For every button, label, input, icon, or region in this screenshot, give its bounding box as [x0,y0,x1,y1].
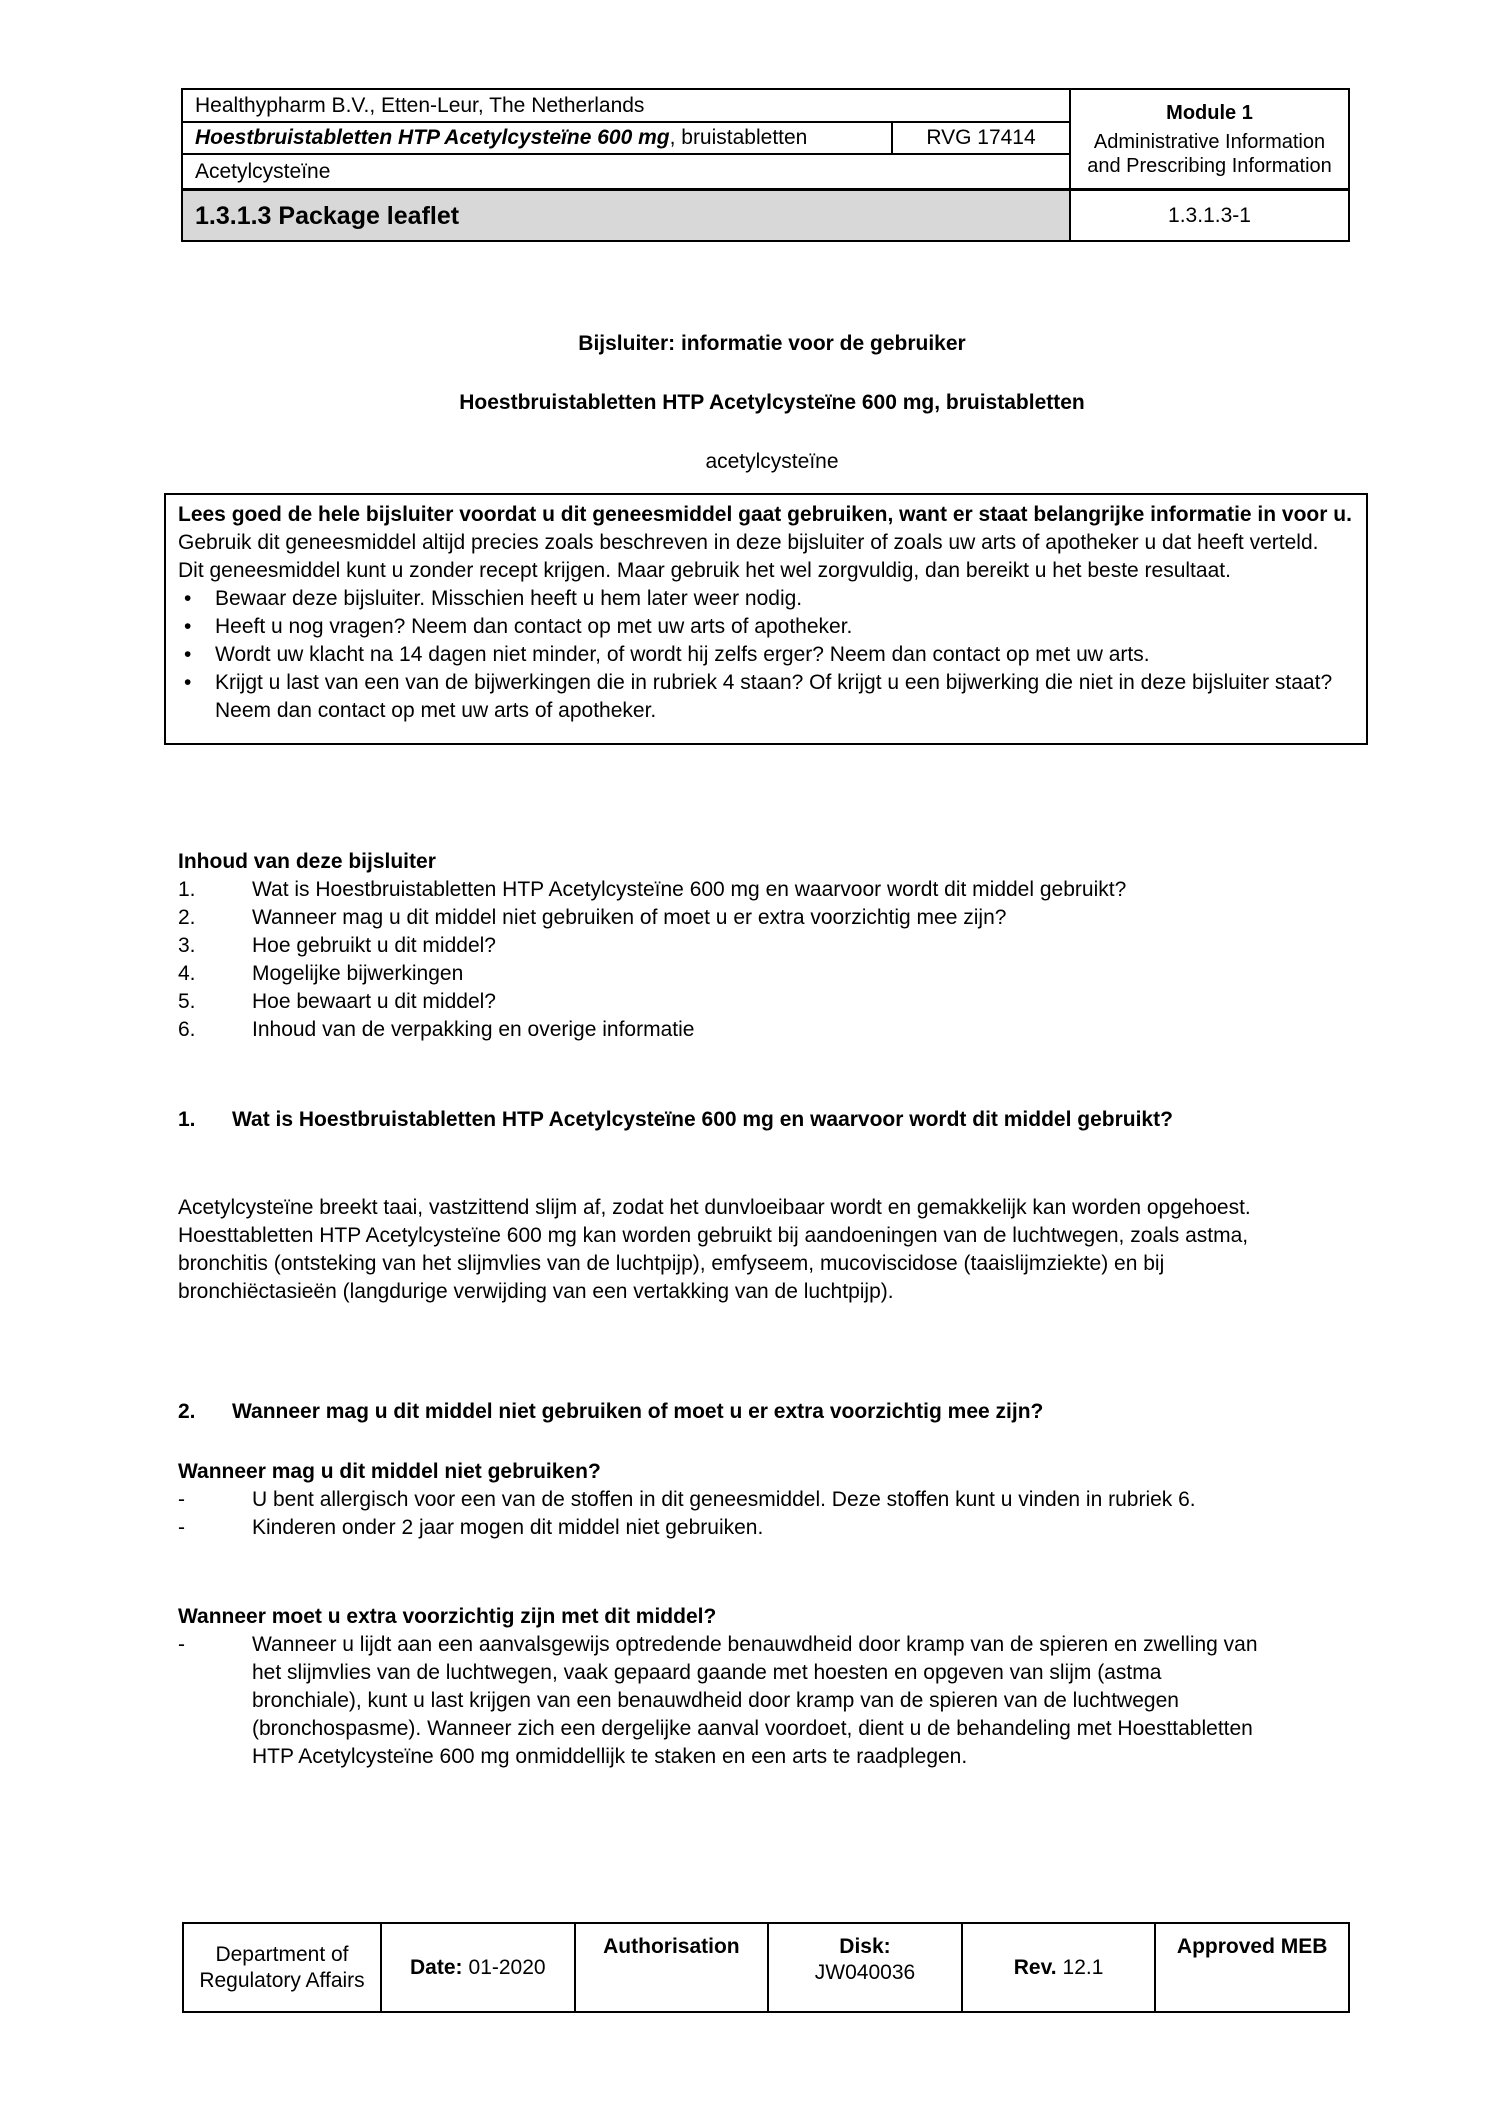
module-title: Module 1 [1166,101,1253,124]
bullet-icon: • [184,643,192,666]
warning-bullet-item [184,641,1354,669]
dash-icon: - [178,1633,185,1656]
contraindications-heading: Wanneer mag u dit middel niet gebruiken? [178,1460,601,1483]
substance-cell: Acetylcysteïne [195,159,331,183]
warning-box-paragraph: Gebruik dit geneesmiddel altijd precies zoals beschreven in deze bijsluiter of zoals uw arts of apotheker u dat heeft verteld. [178,531,1319,554]
toc-item-text: Hoe gebruikt u dit middel? [252,934,496,957]
toc-item-text: Hoe bewaart u dit middel? [252,990,496,1013]
dash-icon: - [178,1488,185,1511]
toc-item-number: 2. [178,906,196,929]
toc-item-text: Mogelijke bijwerkingen [252,962,464,985]
toc-item [178,988,1368,1016]
footer-rev-cell [961,1924,1155,2011]
product-title: Hoestbruistabletten HTP Acetylcysteïne 600 mg, bruistabletten [459,391,1085,414]
company-cell [183,90,1069,123]
product-name: Hoestbruistabletten HTP Acetylcysteïne 600 mg [195,126,670,149]
contraindications-block [178,1458,1368,1542]
footer-table [182,1922,1350,2013]
footer-department-line1: Department of [215,1942,349,1966]
bullet-icon: • [184,671,192,694]
toc-item-number: 6. [178,1018,196,1041]
section-banner-row [183,188,1348,240]
section1-heading [178,1106,1173,1134]
warnings-block [178,1603,1368,1771]
section-banner: 1.3.1.3 Package leaflet [183,191,1069,240]
warning-bullet-text: Wordt uw klacht na 14 dagen niet minder, of wordt hij zelfs erger? Neem dan contact op met uw arts. [215,643,1150,666]
footer-rev-value: 12.1 [1062,1955,1104,1979]
dash-item-text: U bent allergisch voor een van de stoffen in dit geneesmiddel. Deze stoffen kunt u vinden in rubriek 6. [252,1488,1196,1511]
warning-bullet-item [184,613,1354,641]
toc-item [178,960,1368,988]
module-cell [1069,90,1348,188]
warning-bullet-text: Heeft u nog vragen? Neem dan contact op met uw arts of apotheker. [215,615,853,638]
toc-heading: Inhoud van deze bijsluiter [178,850,436,873]
dash-item [178,1514,1368,1542]
toc-item [178,904,1368,932]
section1-number: 1. [178,1108,196,1131]
toc-item [178,876,1368,904]
footer-disk-cell [767,1924,961,2011]
footer-authorisation-cell [574,1924,768,2011]
section2-heading [178,1398,1043,1426]
toc-item-text: Inhoud van de verpakking en overige informatie [252,1018,695,1041]
footer-date-cell [380,1924,574,2011]
footer-approved-label: Approved MEB [1176,1935,1328,1958]
rvg-number-cell: RVG 17414 [891,123,1069,153]
header-table-left [183,90,1069,188]
dash-item [178,1486,1368,1514]
dash-item-text: Wanneer u lijdt aan een aanvalsgewijs optredende benauwdheid door kramp van de spieren en zwelling van het slijmvlies van de luchtwegen, vaak gepaard gaande met hoesten en opgeven van slijm (astma bronchiale), kunt u last krijgen van een benauwdheid door kramp van de spieren van de luchtwegen (bronchospasme). Wanneer zich een dergelijke aanval voordoet, dient u de behandeling met Hoesttabletten HTP Acetylcysteïne 600 mg onmiddellijk te staken en een arts te raadplegen. [252,1633,1258,1768]
leaflet-title: Bijsluiter: informatie voor de gebruiker [578,332,966,355]
footer-date-value: 01-2020 [468,1955,546,1979]
footer-department-cell [184,1924,380,2011]
footer-disk-value: JW040036 [814,1961,916,1984]
footer-date-label: Date: [410,1955,463,1979]
toc-item-number: 5. [178,990,196,1013]
warnings-heading: Wanneer moet u extra voorzichtig zijn met dit middel? [178,1605,717,1628]
warning-box-paragraph: Dit geneesmiddel kunt u zonder recept krijgen. Maar gebruik het wel zorgvuldig, dan bereikt u het beste resultaat. [178,559,1231,582]
company-name: Healthypharm B.V., Etten-Leur, The Netherlands [195,93,645,117]
bullet-icon: • [184,587,192,610]
section2-number: 2. [178,1400,196,1423]
module-subtitle-line2: and Prescribing Information [1087,154,1332,177]
toc-item-number: 4. [178,962,196,985]
toc-item [178,932,1368,960]
warning-bullet-item [184,669,1354,725]
toc-item-text: Wanneer mag u dit middel niet gebruiken of moet u er extra voorzichtig mee zijn? [252,906,1007,929]
footer-department-line2: Regulatory Affairs [199,1968,365,1992]
toc-item-number: 3. [178,934,196,957]
dash-icon: - [178,1516,185,1539]
footer-disk-label: Disk: [839,1935,891,1958]
section-page-number: 1.3.1.3-1 [1069,191,1348,240]
product-form: , bruistabletten [669,126,808,149]
warning-bullet-text: Bewaar deze bijsluiter. Misschien heeft u hem later weer nodig. [215,587,803,610]
footer-approved-cell [1154,1924,1348,2011]
footer-rev-label: Rev. [1013,1955,1057,1979]
section1-heading-text: Wat is Hoestbruistabletten HTP Acetylcysteïne 600 mg en waarvoor wordt dit middel gebruikt? [232,1108,1173,1131]
product-cell [183,123,891,153]
toc-item-text: Wat is Hoestbruistabletten HTP Acetylcysteïne 600 mg en waarvoor wordt dit middel gebruikt? [252,878,1127,901]
warning-bullet-text: Krijgt u last van een van de bijwerkingen die in rubriek 4 staan? Of krijgt u een bijwerking die niet in deze bijsluiter staat? Neem dan contact op met uw arts of apotheker. [215,671,1333,722]
warning-box [164,493,1368,745]
toc [178,848,1368,1044]
warning-bullet-item [184,585,1354,613]
substance-title: acetylcysteïne [705,450,839,473]
product-row [183,123,1069,155]
header-table [181,88,1350,242]
bullet-icon: • [184,615,192,638]
toc-item [178,1016,1368,1044]
toc-item-number: 1. [178,878,196,901]
dash-item-text: Kinderen onder 2 jaar mogen dit middel niet gebruiken. [252,1516,764,1539]
header-table-main [183,90,1348,188]
warning-box-intro: Lees goed de hele bijsluiter voordat u dit geneesmiddel gaat gebruiken, want er staat belangrijke informatie in voor u. [178,503,1352,526]
footer-authorisation-label: Authorisation [603,1935,740,1958]
section1-body: Acetylcysteïne breekt taai, vastzittend slijm af, zodat het dunvloeibaar wordt en gemakkelijk kan worden opgehoest. Hoesttabletten HTP Acetylcysteïne 600 mg kan worden gebruikt bij aandoeningen van de luchtwegen, zoals astma, bronchitis (ontsteking van het slijmvlies van de luchtpijp), emfyseem, mucoviscidose (taaislijmziekte) en bij bronchiëctasieën (langdurige verwijding van een vertakking van de luchtpijp). [178,1196,1251,1303]
section2-heading-text: Wanneer mag u dit middel niet gebruiken of moet u er extra voorzichtig mee zijn? [232,1400,1044,1423]
dash-item [178,1631,1368,1771]
module-subtitle-line1: Administrative Information [1093,130,1326,153]
